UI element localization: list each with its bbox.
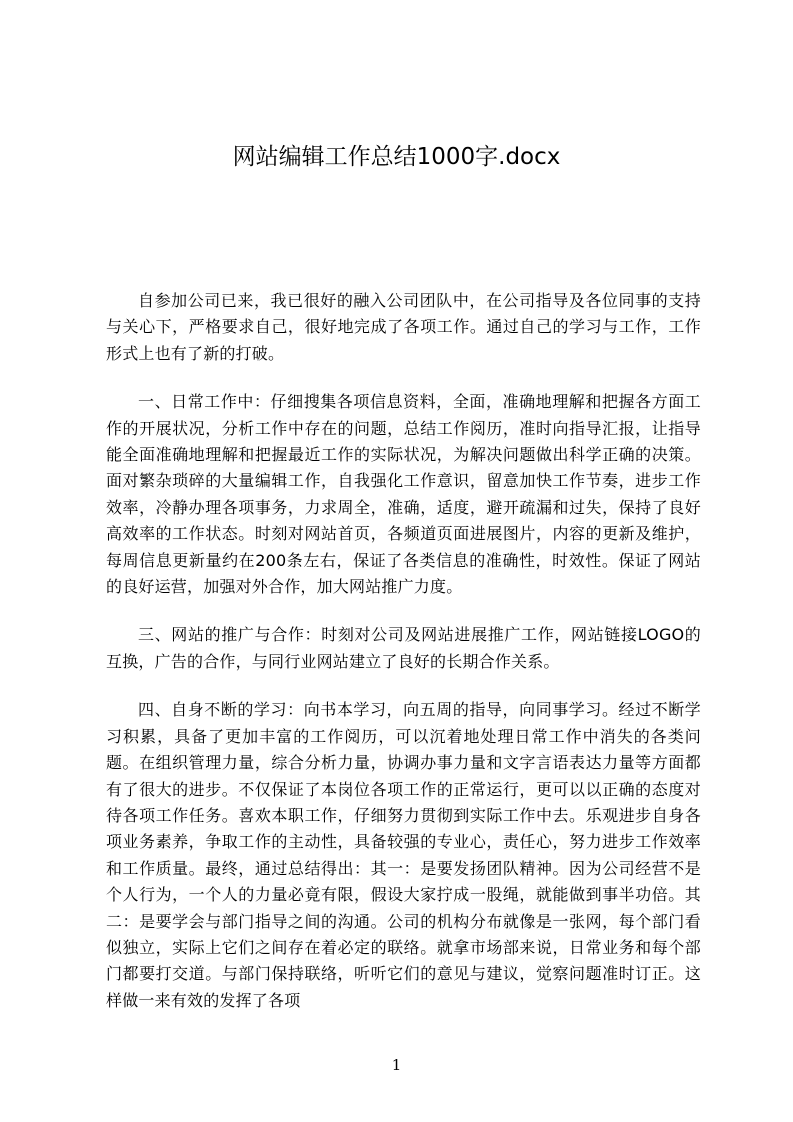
paragraph-intro: 自参加公司已来，我已很好的融入公司团队中，在公司指导及各位同事的支持与关心下，严格要求自己，很好地完成了各项工作。通过自己的学习与工作，工作形式上也有了新的打破。 bbox=[106, 291, 701, 363]
paragraph-self-learning: 四、自身不断的学习：向书本学习，向五周的指导，向同事学习。经过不断学习积累，具备了更加丰富的工作阅历，可以沉着地处理日常工作中消失的各类问题。在组织管理力量，综合分析力量，协调办事力量和文字言语表达力量等方面都有了很大的进步。不仅保证了本岗位各项工作的正常运行，更可以以正确的态度对待各项工作任务。喜欢本职工作，仔细努力贯彻到实际工作中去。乐观进步自身各项业务素养，争取工作的主动性，具备较强的专业心，责任心，努力进步工作效率和工作质量。最终，通过总结得出：其一：是要发扬团队精神。因为公司经营不是个人行为，一个人的力量必竟有限，假设大家拧成一股绳，就能做到事半功倍。其二：是要学会与部门指导之间的沟通。公司的机构分布就像是一张网，每个部门看似独立，实际上它们之间存在着必定的联络。就拿市场部来说，日常业务和每个部门都要打交道。与部门保持联络，听听它们的意见与建议，觉察问题准时订正。这样做一来有效的发挥了各项 bbox=[106, 700, 701, 1010]
paragraph-daily-work: 一、日常工作中：仔细搜集各项信息资料，全面，准确地理解和把握各方面工作的开展状况，分析工作中存在的问题，总结工作阅历，准时向指导汇报，让指导能全面准确地理解和把握最近工作的实际状况，为解决问题做出科学正确的决策。面对繁杂琐碎的大量编辑工作，自我强化工作意识，留意加快工作节奏，进步工作效率，冷静办理各项事务，力求周全，准确，适度，避开疏漏和过失，保持了良好高效率的工作状态。时刻对网站首页，各频道页面进展图片，内容的更新及维护，每周信息更新量约在200条左右，保证了各类信息的准确性，时效性。保证了网站的良好运营，加强对外合作，加大网站推广力度。 bbox=[106, 392, 701, 597]
page-number: 1 bbox=[391, 1056, 402, 1074]
document-body bbox=[106, 288, 701, 1036]
paragraph-promotion: 三、网站的推广与合作：时刻对公司及网站进展推广工作，网站链接LOGO的互换，广告的合作，与同行业网站建立了良好的长期合作关系。 bbox=[106, 625, 701, 671]
document-title: 网站编辑工作总结1000字.docx bbox=[232, 144, 561, 170]
